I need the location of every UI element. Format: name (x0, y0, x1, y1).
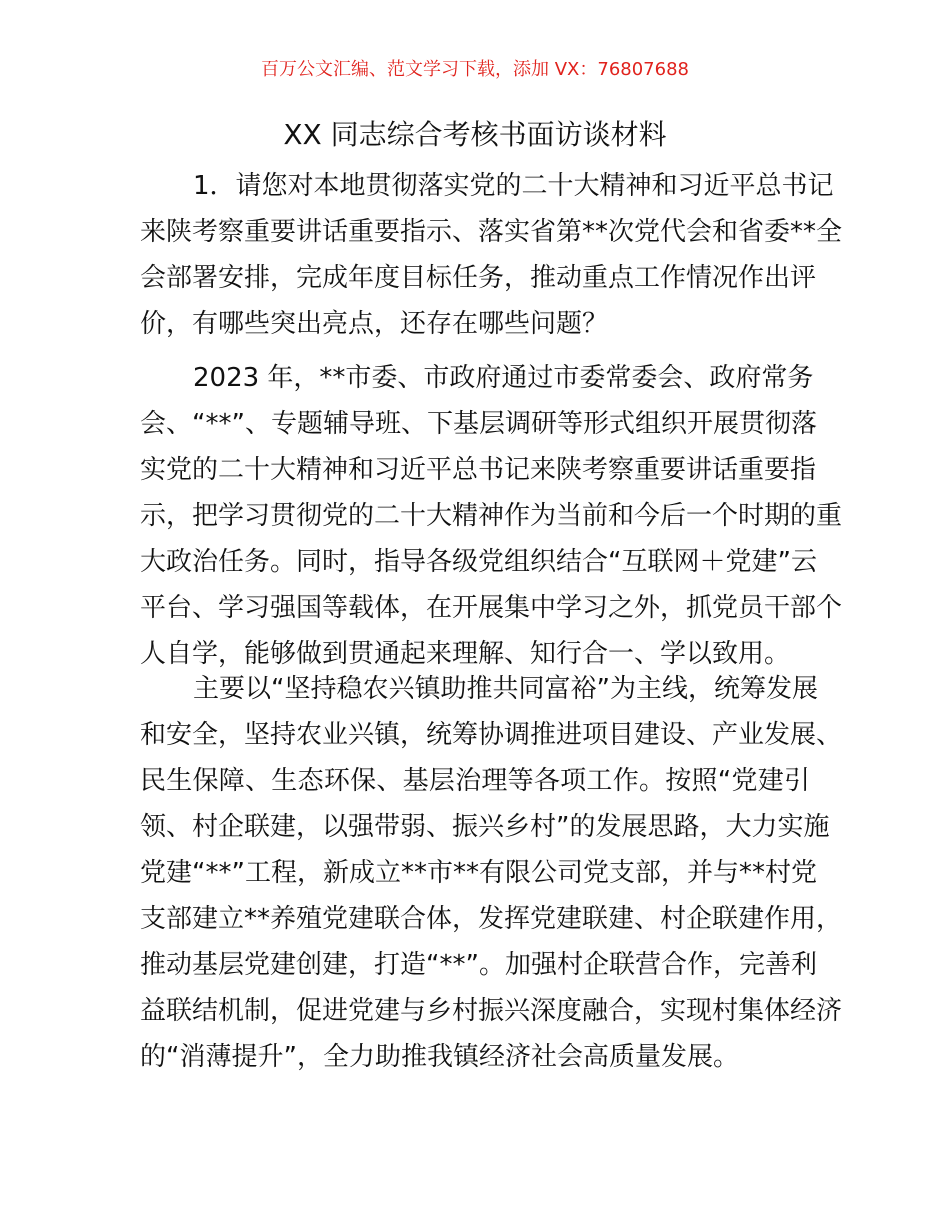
text-line: 会、“**”、专题辅导班、下基层调研等形式组织开展贯彻落 (140, 409, 817, 439)
text-line: 和安全，坚持农业兴镇，统筹协调推进项目建设、产业发展、 (140, 720, 843, 750)
paragraph-answer-1 (140, 355, 843, 677)
text-line: 民生保障、生态环保、基层治理等各项工作。按照“党建引 (140, 766, 810, 796)
text-line: 大政治任务。同时，指导各级党组织结合“互联网＋党建”云 (140, 547, 817, 577)
text-line: 平台、学习强国等载体，在开展集中学习之外，抓党员干部个 (140, 593, 843, 623)
watermark-header: 百万公文汇编、范文学习下载，添加 VX：76807688 (261, 59, 689, 80)
paragraph-question-1 (140, 163, 843, 347)
text-line: 益联结机制，促进党建与乡村振兴深度融合，实现村集体经济 (140, 996, 843, 1026)
text-line: 来陕考察重要讲话重要指示、落实省第**次党代会和省委**全 (140, 217, 843, 247)
text-line: 实党的二十大精神和习近平总书记来陕考察重要讲话重要指 (140, 455, 817, 485)
text-line: 支部建立**养殖党建联合体，发挥党建联建、村企联建作用， (140, 904, 843, 934)
text-line: 2023 年，**市委、市政府通过市委常委会、政府常务 (193, 363, 814, 393)
paragraph-answer-2 (140, 666, 843, 1080)
document-title: XX 同志综合考核书面访谈材料 (283, 118, 667, 151)
text-line: 的“消薄提升”，全力助推我镇经济社会高质量发展。 (140, 1042, 739, 1072)
text-line: 党建“**”工程，新成立**市**有限公司党支部，并与**村党 (140, 858, 817, 888)
text-line: 领、村企联建，以强带弱、振兴乡村”的发展思路，大力实施 (140, 812, 830, 842)
text-line: 会部署安排，完成年度目标任务，推动重点工作情况作出评 (140, 263, 817, 293)
text-line: 价，有哪些突出亮点，还存在哪些问题？ (140, 309, 609, 339)
text-line: 人自学，能够做到贯通起来理解、知行合一、学以致用。 (140, 639, 791, 669)
text-line: 主要以“坚持稳农兴镇助推共同富裕”为主线，统筹发展 (193, 674, 818, 704)
text-line: 推动基层党建创建，打造“**”。加强村企联营合作，完善利 (140, 950, 817, 980)
text-line: 示，把学习贯彻党的二十大精神作为当前和今后一个时期的重 (140, 501, 843, 531)
text-line: 1．请您对本地贯彻落实党的二十大精神和习近平总书记 (193, 171, 834, 201)
